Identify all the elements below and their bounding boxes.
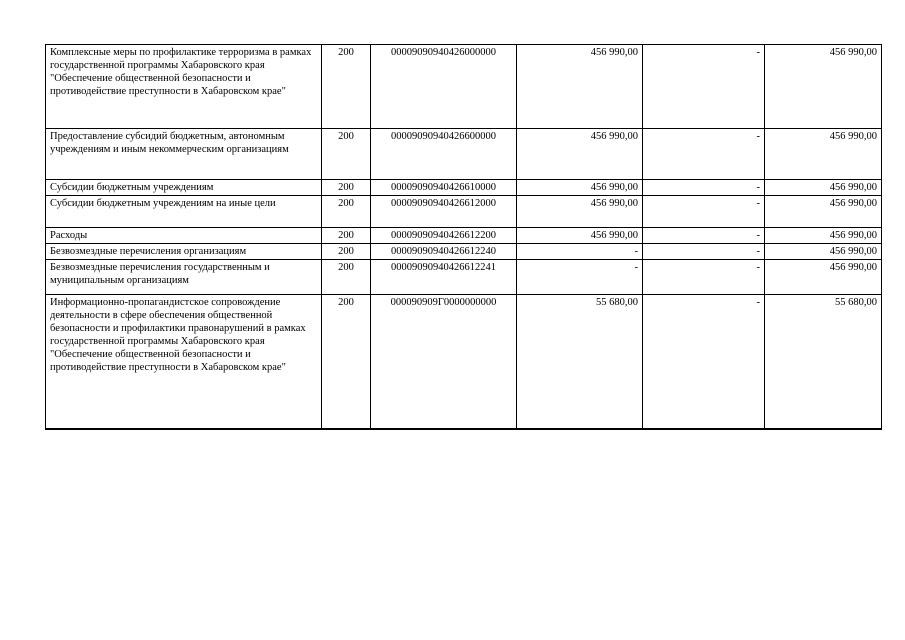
row-code-cell: 200 — [322, 295, 371, 429]
row-classification-code-cell: 00009090940426612240 — [371, 244, 517, 260]
row-approved-amount-cell: 55 680,00 — [517, 295, 643, 429]
row-remaining-amount-cell: 456 990,00 — [765, 45, 882, 129]
row-executed-amount-cell: - — [643, 180, 765, 196]
row-classification-code-cell: 000090909Г0000000000 — [371, 295, 517, 429]
row-executed-amount-cell: - — [643, 228, 765, 244]
row-approved-amount-cell: 456 990,00 — [517, 129, 643, 180]
table-row — [46, 295, 882, 429]
row-approved-amount-cell: - — [517, 260, 643, 295]
row-remaining-amount-cell: 55 680,00 — [765, 295, 882, 429]
row-remaining-amount-cell: 456 990,00 — [765, 129, 882, 180]
table-row — [46, 228, 882, 244]
budget-table-body — [46, 45, 882, 429]
row-code-cell: 200 — [322, 228, 371, 244]
row-remaining-amount-cell: 456 990,00 — [765, 244, 882, 260]
row-code-cell: 200 — [322, 260, 371, 295]
row-executed-amount-cell: - — [643, 260, 765, 295]
row-executed-amount-cell: - — [643, 244, 765, 260]
row-classification-code-cell: 00009090940426610000 — [371, 180, 517, 196]
row-code-cell: 200 — [322, 45, 371, 129]
row-executed-amount-cell: - — [643, 295, 765, 429]
row-classification-code-cell: 00009090940426612000 — [371, 196, 517, 228]
row-remaining-amount-cell: 456 990,00 — [765, 228, 882, 244]
row-executed-amount-cell: - — [643, 45, 765, 129]
row-approved-amount-cell: - — [517, 244, 643, 260]
row-remaining-amount-cell: 456 990,00 — [765, 260, 882, 295]
row-code-cell: 200 — [322, 196, 371, 228]
budget-table — [45, 44, 882, 430]
row-executed-amount-cell: - — [643, 196, 765, 228]
row-classification-code-cell: 00009090940426612200 — [371, 228, 517, 244]
row-name-cell: Безвозмездные перечисления государственным и муниципальным организациям — [46, 260, 322, 295]
row-remaining-amount-cell: 456 990,00 — [765, 180, 882, 196]
row-code-cell: 200 — [322, 244, 371, 260]
row-classification-code-cell: 00009090940426000000 — [371, 45, 517, 129]
row-code-cell: 200 — [322, 180, 371, 196]
table-row — [46, 244, 882, 260]
table-row — [46, 196, 882, 228]
row-name-cell: Субсидии бюджетным учреждениям — [46, 180, 322, 196]
row-name-cell: Предоставление субсидий бюджетным, автономным учреждениям и иным некоммерческим организациям — [46, 129, 322, 180]
row-code-cell: 200 — [322, 129, 371, 180]
table-row — [46, 180, 882, 196]
row-name-cell: Комплексные меры по профилактике терроризма в рамках государственной программы Хабаровского края "Обеспечение общественной безопасности и противодействие преступности в Хабаровском крае" — [46, 45, 322, 129]
table-row — [46, 129, 882, 180]
row-approved-amount-cell: 456 990,00 — [517, 196, 643, 228]
row-classification-code-cell: 00009090940426600000 — [371, 129, 517, 180]
table-row — [46, 260, 882, 295]
row-remaining-amount-cell: 456 990,00 — [765, 196, 882, 228]
table-row — [46, 45, 882, 129]
row-approved-amount-cell: 456 990,00 — [517, 45, 643, 129]
row-approved-amount-cell: 456 990,00 — [517, 228, 643, 244]
row-executed-amount-cell: - — [643, 129, 765, 180]
row-classification-code-cell: 00009090940426612241 — [371, 260, 517, 295]
row-name-cell: Расходы — [46, 228, 322, 244]
row-name-cell: Субсидии бюджетным учреждениям на иные цели — [46, 196, 322, 228]
row-approved-amount-cell: 456 990,00 — [517, 180, 643, 196]
row-name-cell: Информационно-пропагандистское сопровождение деятельности в сфере обеспечения общественной безопасности и профилактики правонарушений в рамках государственной программы Хабаровского края "Обеспечение общественной безопасности и противодействие преступности в Хабаровском крае" — [46, 295, 322, 429]
row-name-cell: Безвозмездные перечисления организациям — [46, 244, 322, 260]
